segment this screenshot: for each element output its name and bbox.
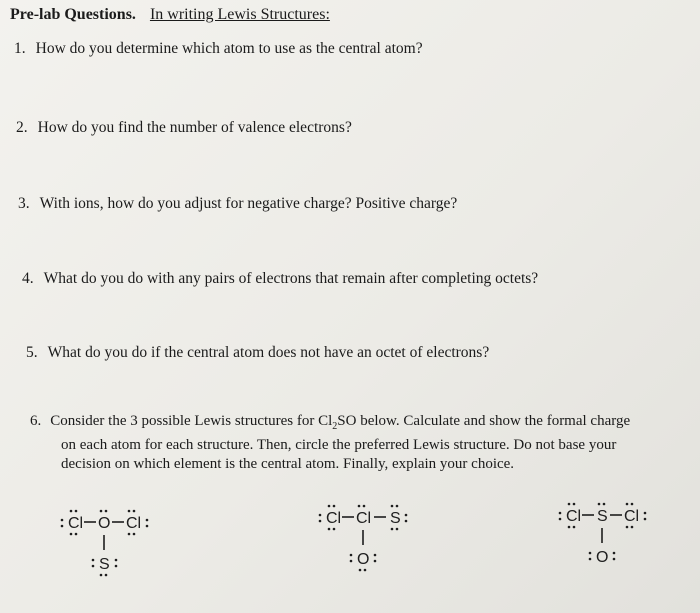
page-header	[10, 6, 330, 24]
question-number: 6.	[30, 413, 42, 429]
lone-pair-dot	[559, 518, 562, 521]
question-text: What do you do with any pairs of electrons that remain after completing octets?	[43, 270, 539, 287]
lone-pair-dot	[133, 510, 136, 513]
question-number: 2.	[16, 119, 28, 136]
lone-pair-dot	[350, 560, 353, 563]
lone-pair-dot	[359, 569, 362, 572]
lone-pair-dot	[133, 533, 136, 536]
question-6	[30, 412, 690, 474]
lone-pair-dot	[100, 510, 103, 513]
question-text: With ions, how do you adjust for negative charge? Positive charge?	[39, 195, 458, 212]
lone-pair-dot	[559, 512, 562, 515]
atom-cl-center: Cl	[356, 510, 372, 527]
question-number: 4.	[22, 270, 34, 287]
lone-pair-dot	[598, 503, 601, 506]
lone-pair-dot	[374, 560, 377, 563]
question-6-line-3: decision on which element is the central atom. Finally, explain your choice.	[61, 456, 515, 472]
question-3	[18, 195, 457, 213]
question-6-text-b: SO below. Calculate and show the formal charge	[337, 413, 631, 429]
lone-pair-dot	[626, 526, 629, 529]
lone-pair-dot	[573, 526, 576, 529]
lewis-structure-2	[308, 500, 438, 580]
lone-pair-dot	[328, 505, 331, 508]
lone-pair-dot	[319, 520, 322, 523]
atom-cl-left: Cl	[326, 510, 342, 527]
lone-pair-dot	[75, 533, 78, 536]
question-4	[22, 270, 538, 288]
question-6-text-a: Consider the 3 possible Lewis structures for Cl	[50, 413, 333, 429]
atom-s-center: S	[597, 508, 608, 525]
lone-pair-dot	[391, 505, 394, 508]
question-number: 3.	[18, 195, 30, 212]
lone-pair-dot	[374, 554, 377, 557]
lone-pair-dot	[128, 510, 131, 513]
lone-pair-dot	[644, 518, 647, 521]
lone-pair-dot	[333, 505, 336, 508]
atom-o-bottom: O	[596, 549, 609, 566]
lone-pair-dot	[92, 559, 95, 562]
question-number: 5.	[26, 344, 38, 361]
lone-pair-dot	[105, 510, 108, 513]
atom-o-center: O	[98, 515, 111, 532]
atom-s-right: S	[390, 510, 401, 527]
lone-pair-dot	[319, 514, 322, 517]
lone-pair-dot	[146, 519, 149, 522]
lone-pair-dot	[603, 503, 606, 506]
lone-pair-dot	[105, 574, 108, 577]
lewis-structure-1	[50, 505, 180, 585]
lone-pair-dot	[589, 552, 592, 555]
lone-pair-dot	[568, 526, 571, 529]
lone-pair-dot	[358, 505, 361, 508]
lone-pair-dot	[405, 520, 408, 523]
subscript-2: 2	[332, 421, 338, 432]
lone-pair-dot	[391, 528, 394, 531]
atom-s-bottom: S	[99, 556, 110, 573]
lone-pair-dot	[363, 505, 366, 508]
lone-pair-dot	[146, 525, 149, 528]
question-text: How do you find the number of valence electrons?	[37, 119, 352, 136]
lone-pair-dot	[115, 565, 118, 568]
lone-pair-dot	[70, 533, 73, 536]
question-6-line-2: on each atom for each structure. Then, circle the preferred Lewis structure. Do not base your	[61, 437, 617, 453]
lone-pair-dot	[396, 528, 399, 531]
header-title: Pre-lab Questions.	[10, 6, 136, 23]
question-text: How do you determine which atom to use as the central atom?	[35, 40, 423, 57]
atom-o-bottom: O	[357, 551, 370, 568]
atom-cl-right: Cl	[126, 515, 142, 532]
question-number: 1.	[14, 40, 26, 57]
atom-cl-right: Cl	[624, 508, 640, 525]
lewis-structure-3	[548, 498, 678, 578]
lone-pair-dot	[613, 558, 616, 561]
lone-pair-dot	[589, 558, 592, 561]
question-2	[16, 119, 352, 137]
atom-cl-left: Cl	[566, 508, 582, 525]
question-6-line-1	[30, 412, 690, 436]
atom-cl-left: Cl	[68, 515, 84, 532]
lone-pair-dot	[70, 510, 73, 513]
lone-pair-dot	[644, 512, 647, 515]
lone-pair-dot	[61, 519, 64, 522]
lone-pair-dot	[61, 525, 64, 528]
question-5	[26, 344, 489, 362]
lone-pair-dot	[350, 554, 353, 557]
lone-pair-dot	[328, 528, 331, 531]
question-text: What do you do if the central atom does not have an octet of electrons?	[47, 344, 490, 361]
header-subtitle: In writing Lewis Structures:	[149, 6, 330, 23]
lone-pair-dot	[128, 533, 131, 536]
lone-pair-dot	[100, 574, 103, 577]
lone-pair-dot	[92, 565, 95, 568]
lone-pair-dot	[115, 559, 118, 562]
lone-pair-dot	[75, 510, 78, 513]
lone-pair-dot	[626, 503, 629, 506]
lone-pair-dot	[631, 503, 634, 506]
lone-pair-dot	[613, 552, 616, 555]
question-1	[14, 40, 423, 58]
lone-pair-dot	[396, 505, 399, 508]
lone-pair-dot	[573, 503, 576, 506]
lone-pair-dot	[568, 503, 571, 506]
lone-pair-dot	[631, 526, 634, 529]
lone-pair-dot	[364, 569, 367, 572]
lone-pair-dot	[405, 514, 408, 517]
lone-pair-dot	[333, 528, 336, 531]
